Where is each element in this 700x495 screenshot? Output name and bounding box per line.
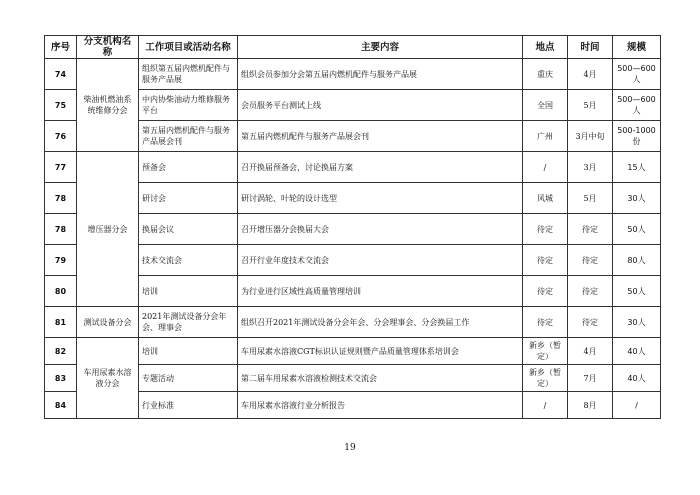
row-seq: 76: [45, 121, 77, 152]
row-content: 第二届车用尿素水溶液检测技术交流会: [238, 365, 523, 392]
row-scale: 30人: [613, 183, 661, 214]
row-place: 风城: [523, 183, 568, 214]
branch-cell: 增压器分会: [77, 152, 139, 307]
row-content: 召开增压器分会换届大会: [238, 214, 523, 245]
row-content: 第五届内燃机配件与服务产品展会刊: [238, 121, 523, 152]
row-scale: 500—600人: [613, 59, 661, 90]
row-place: 待定: [523, 214, 568, 245]
work-plan-table: [44, 35, 661, 419]
row-seq: 77: [45, 152, 77, 183]
row-scale: 40人: [613, 338, 661, 365]
row-scale: /: [613, 392, 661, 419]
row-scale: 50人: [613, 214, 661, 245]
row-time: 待定: [568, 245, 613, 276]
row-seq: 82: [45, 338, 77, 365]
row-place: 待定: [523, 245, 568, 276]
header-place: 地点: [523, 36, 568, 59]
row-content: 召开行业年度技术交流会: [238, 245, 523, 276]
header-content: 主要内容: [238, 36, 523, 59]
branch-cell: 柴油机燃油系统维修分会: [77, 59, 139, 152]
row-place: 全国: [523, 90, 568, 121]
row-content: 组织召开2021年测试设备分会年会、分会理事会、分会换届工作: [238, 307, 523, 338]
row-seq: 81: [45, 307, 77, 338]
row-seq: 74: [45, 59, 77, 90]
header-row: [45, 36, 661, 59]
row-project: 研讨会: [139, 183, 238, 214]
row-place: /: [523, 152, 568, 183]
row-time: 待定: [568, 214, 613, 245]
row-seq: 78: [45, 183, 77, 214]
row-project: 2021年测试设备分会年会、理事会: [139, 307, 238, 338]
row-scale: 50人: [613, 276, 661, 307]
row-scale: 40人: [613, 365, 661, 392]
row-seq: 83: [45, 365, 77, 392]
header-branch: 分支机构名称: [77, 36, 139, 59]
row-seq: 75: [45, 90, 77, 121]
row-scale: 30人: [613, 307, 661, 338]
row-place: 广州: [523, 121, 568, 152]
table-row: [45, 338, 661, 365]
row-project: 行业标准: [139, 392, 238, 419]
row-content: 会员服务平台测试上线: [238, 90, 523, 121]
header-project: 工作项目或活动名称: [139, 36, 238, 59]
row-content: 召开换届预备会，讨论换届方案: [238, 152, 523, 183]
row-time: 4月: [568, 338, 613, 365]
row-place: 待定: [523, 276, 568, 307]
row-place: 新乡（暂定）: [523, 338, 568, 365]
row-project: 专题活动: [139, 365, 238, 392]
row-project: 技术交流会: [139, 245, 238, 276]
row-time: 待定: [568, 276, 613, 307]
row-content: 车用尿素水溶液行业分析报告: [238, 392, 523, 419]
table-row: [45, 59, 661, 90]
row-place: 待定: [523, 307, 568, 338]
row-seq: 78: [45, 214, 77, 245]
row-project: 组织第五届内燃机配件与服务产品展: [139, 59, 238, 90]
page-number: 19: [344, 443, 356, 453]
row-scale: 500—600人: [613, 90, 661, 121]
row-time: 4月: [568, 59, 613, 90]
row-place: 重庆: [523, 59, 568, 90]
row-content: 为行业进行区域性高质量管理培训: [238, 276, 523, 307]
row-project: 培训: [139, 276, 238, 307]
table-row: [45, 152, 661, 183]
header-scale: 规模: [613, 36, 661, 59]
branch-cell: 车用尿素水溶液分会: [77, 338, 139, 419]
row-time: 3月: [568, 152, 613, 183]
row-time: 5月: [568, 183, 613, 214]
row-place: 新乡（暂定）: [523, 365, 568, 392]
row-project: 预备会: [139, 152, 238, 183]
row-place: /: [523, 392, 568, 419]
row-seq: 84: [45, 392, 77, 419]
row-seq: 80: [45, 276, 77, 307]
row-project: 培训: [139, 338, 238, 365]
row-project: 换届会议: [139, 214, 238, 245]
row-project: 第五届内燃机配件与服务产品展会刊: [139, 121, 238, 152]
row-content: 组织会员参加分会第五届内燃机配件与服务产品展: [238, 59, 523, 90]
row-scale: 15人: [613, 152, 661, 183]
row-time: 8月: [568, 392, 613, 419]
row-time: 7月: [568, 365, 613, 392]
row-scale: 500-1000份: [613, 121, 661, 152]
row-content: 车用尿素水溶液CGT标识认证规则暨产品质量管理体系培训会: [238, 338, 523, 365]
row-scale: 80人: [613, 245, 661, 276]
header-seq: 序号: [45, 36, 77, 59]
row-seq: 79: [45, 245, 77, 276]
row-time: 3月中旬: [568, 121, 613, 152]
row-time: 待定: [568, 307, 613, 338]
branch-cell: 测试设备分会: [77, 307, 139, 338]
row-project: 中内协柴油动力维修服务平台: [139, 90, 238, 121]
header-time: 时间: [568, 36, 613, 59]
table-row: [45, 307, 661, 338]
row-time: 5月: [568, 90, 613, 121]
row-content: 研讨涡轮、叶轮的设计选型: [238, 183, 523, 214]
